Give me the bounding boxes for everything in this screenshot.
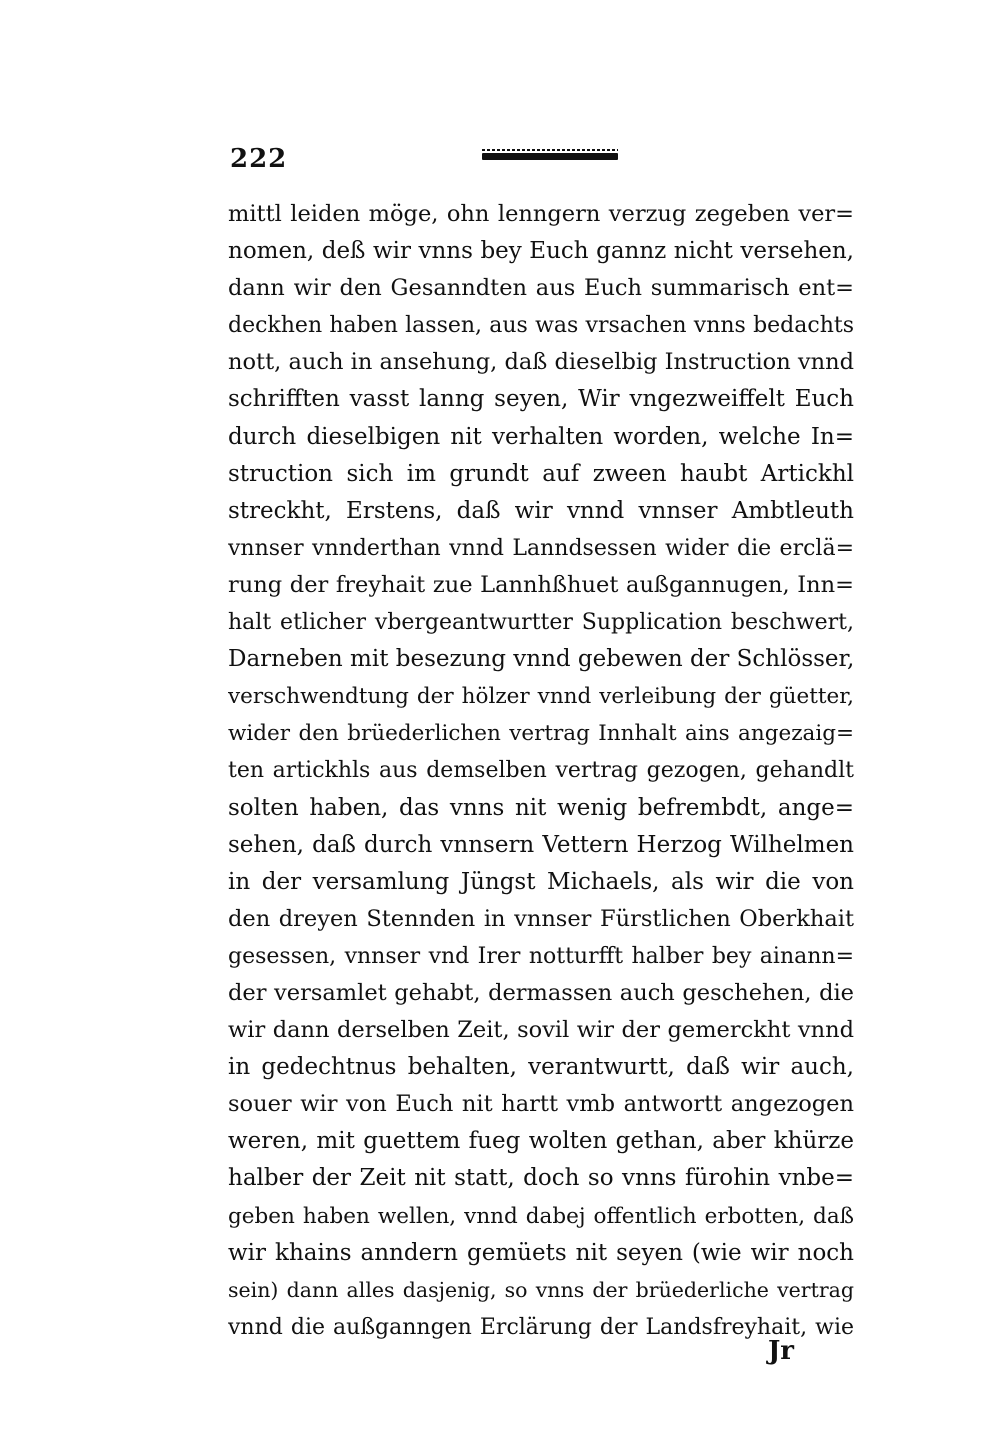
text-line: rung der freyhait zue Lannhßhuet außgannugen, Inn=: [228, 571, 854, 598]
body-text: [228, 196, 854, 1346]
text-line: vnnd die außganngen Erclärung der Landsfreyhait, wie: [228, 1314, 854, 1340]
text-line: weren, mit guettem fueg wolten gethan, aber khürze: [228, 1128, 854, 1155]
text-line: dann wir den Gesanndten aus Euch summarisch ent=: [228, 275, 854, 302]
text-line: gesessen, vnnser vnd Irer notturfft halber bey ainann=: [228, 943, 854, 969]
text-line: struction sich im grundt auf zween haubt Artickhl: [228, 460, 854, 487]
page-number: 222: [230, 144, 288, 174]
text-line: in gedechtnus behalten, verantwurtt, daß wir auch,: [228, 1054, 854, 1081]
text-line: solten haben, das vnns nit wenig befrembdt, ange=: [228, 794, 854, 821]
text-line: streckht, Erstens, daß wir vnnd vnnser Ambtleuth: [228, 497, 854, 524]
text-line: wir dann derselben Zeit, sovil wir der gemerckht vnnd: [228, 1017, 854, 1044]
text-line: halber der Zeit nit statt, doch so vnns fürohin vnbe=: [228, 1165, 854, 1192]
catchword: Jr: [768, 1336, 794, 1366]
text-line: nomen, deß wir vnns bey Euch gannz nicht versehen,: [228, 238, 854, 265]
text-line: vnnser vnnderthan vnnd Lanndsessen wider die erclä=: [228, 535, 854, 561]
text-line: sein) dann alles dasjenig, so vnns der brüederliche vertrag: [228, 1277, 854, 1302]
header-ornament-thin-rule: [482, 149, 618, 151]
header-ornament-rule: [482, 153, 618, 160]
text-line: Darneben mit besezung vnnd gebewen der Schlösser,: [228, 646, 854, 673]
text-line: schrifften vasst lanng seyen, Wir vngezweiffelt Euch: [228, 386, 854, 413]
text-line: sehen, daß durch vnnsern Vettern Herzog Wilhelmen: [228, 831, 854, 858]
text-line: verschwendtung der hölzer vnnd verleibung der güetter,: [228, 684, 854, 710]
text-line: halt etlicher vbergeantwurtter Supplication beschwert,: [228, 610, 854, 636]
text-line: nott, auch in ansehung, daß dieselbig Instruction vnnd: [228, 349, 854, 376]
text-line: den dreyen Stennden in vnnser Fürstlichen Oberkhait: [228, 905, 854, 932]
text-line: durch dieselbigen nit verhalten worden, welche In=: [228, 423, 854, 450]
text-line: souer wir von Euch nit hartt vmb antwortt angezogen: [228, 1091, 854, 1118]
text-line: wir khains anndern gemüets nit seyen (wie wir noch: [228, 1239, 854, 1266]
text-line: deckhen haben lassen, aus was vrsachen vnns bedachts: [228, 313, 854, 339]
page-header: [230, 142, 850, 182]
text-line: wider den brüederlichen vertrag Innhalt ains angezaig=: [228, 721, 854, 747]
text-line: ten artickhls aus demselben vertrag gezogen, gehandlt: [228, 758, 854, 784]
text-line: der versamlet gehabt, dermassen auch geschehen, die: [228, 979, 854, 1006]
text-line: mittl leiden möge, ohn lenngern verzug zegeben ver=: [228, 201, 854, 227]
text-line: geben haben wellen, vnnd dabej offentlich erbotten, daß: [228, 1203, 854, 1229]
text-line: in der versamlung Jüngst Michaels, als wir die von: [228, 868, 854, 895]
